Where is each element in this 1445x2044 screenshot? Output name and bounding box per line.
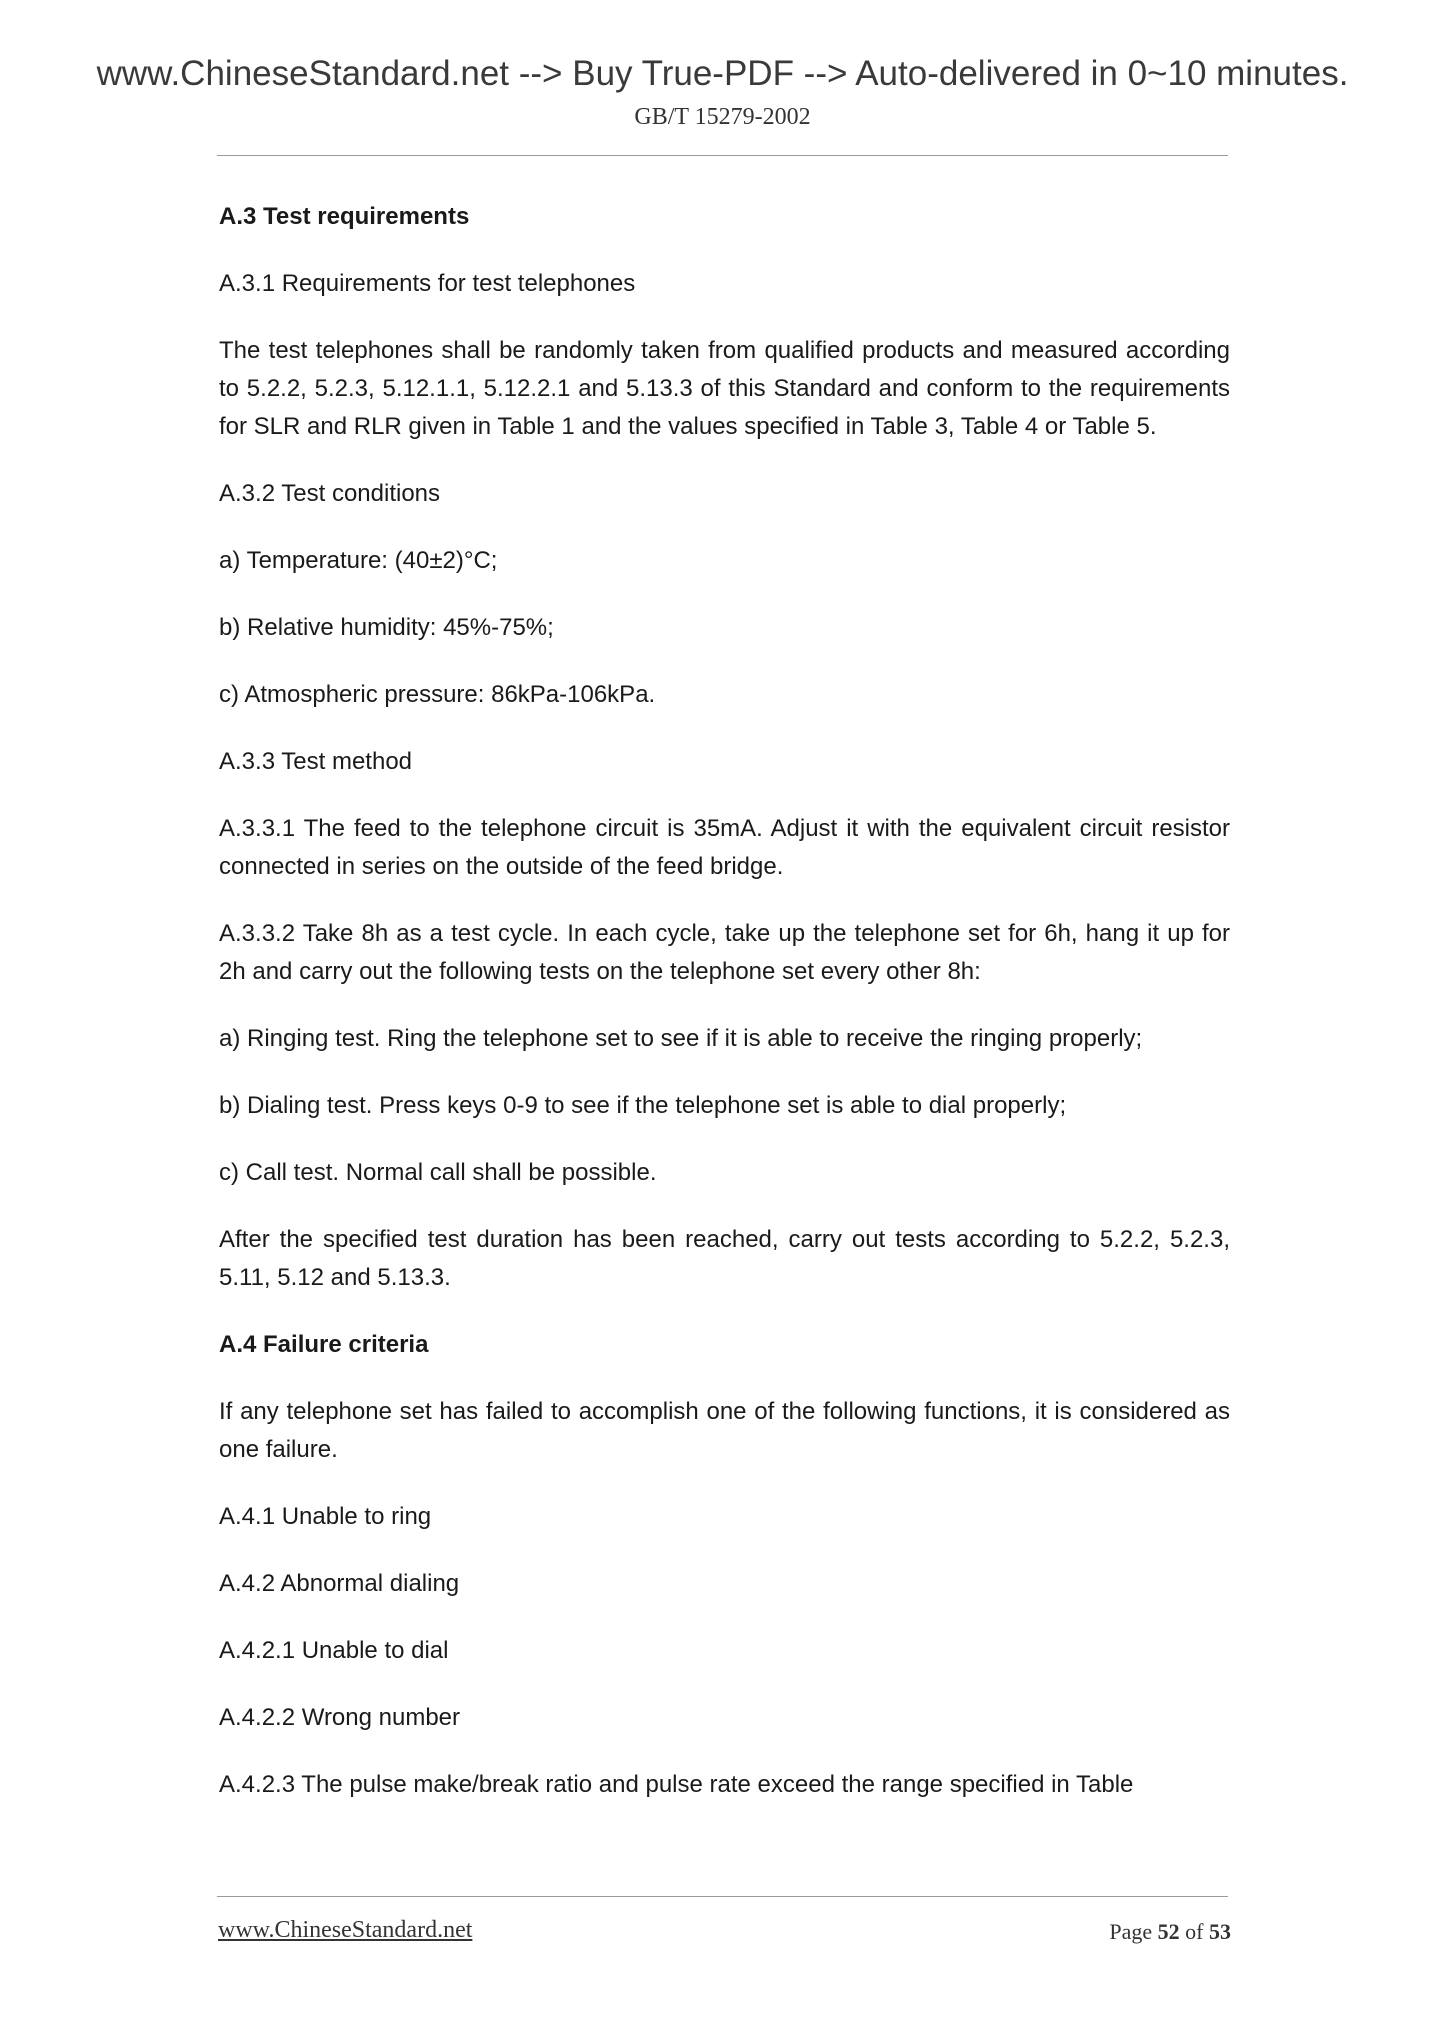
clause-a4-1: A.4.1 Unable to ring (219, 1503, 432, 1530)
clause-a3-1: A.3.1 Requirements for test telephones (219, 270, 636, 297)
clause-a4-2-1: A.4.2.1 Unable to dial (219, 1637, 449, 1664)
page-prefix: Page (1109, 1919, 1153, 1944)
list-item: a) Ringing test. Ring the telephone set to see if it is able to receive the ringing properly; (219, 1025, 1143, 1052)
list-item: a) Temperature: (40±2)°C; (219, 547, 498, 574)
page-current: 52 (1157, 1919, 1180, 1944)
list-item: c) Atmospheric pressure: 86kPa-106kPa. (219, 681, 656, 708)
paragraph-a4: If any telephone set has failed to accomplish one of the following functions, it is considered as one failure. (219, 1398, 1230, 1463)
site-banner: www.ChineseStandard.net --> Buy True-PDF --> Auto-delivered in 0~10 minutes. (96, 54, 1349, 93)
clause-a4-2: A.4.2 Abnormal dialing (219, 1570, 460, 1597)
list-item: b) Dialing test. Press keys 0-9 to see if the telephone set is able to dial properly; (219, 1092, 1067, 1119)
paragraph-after-test: After the specified test duration has been reached, carry out tests according to 5.2.2, 5.2.3, 5.11, 5.12 and 5.13.3. (219, 1226, 1230, 1291)
clause-a4-2-3: A.4.2.3 The pulse make/break ratio and pulse rate exceed the range specified in Table (219, 1771, 1134, 1798)
page-of: of (1185, 1919, 1204, 1944)
clause-a3-3: A.3.3 Test method (219, 748, 413, 775)
clause-a4-2-2: A.4.2.2 Wrong number (219, 1704, 461, 1731)
page-body (219, 198, 1230, 1833)
page-total: 53 (1209, 1919, 1231, 1944)
document-id: GB/T 15279-2002 (634, 104, 811, 130)
list-item: c) Call test. Normal call shall be possible. (219, 1159, 657, 1186)
section-heading-a4: A.4 Failure criteria (219, 1331, 429, 1358)
list-item: b) Relative humidity: 45%-75%; (219, 614, 554, 641)
clause-a3-2: A.3.2 Test conditions (219, 480, 441, 507)
footer-site-link[interactable]: www.ChineseStandard.net (218, 1917, 473, 1943)
clause-a3-3-2: A.3.3.2 Take 8h as a test cycle. In each cycle, take up the telephone set for 6h, hang it up for 2h and carry out the following tests on the telephone set every other 8h: (219, 920, 1230, 985)
clause-a3-3-1: A.3.3.1 The feed to the telephone circuit is 35mA. Adjust it with the equivalent circuit resistor connected in series on the outside of the feed bridge. (219, 815, 1230, 880)
paragraph-a3-1: The test telephones shall be randomly taken from qualified products and measured according to 5.2.2, 5.2.3, 5.12.1.1, 5.12.2.1 and 5.13.3 of this Standard and conform to the requirements for SLR and RLR given in Table 1 and the values specified in Table 3, Table 4 or Table 5. (219, 337, 1230, 440)
footer-divider (217, 1896, 1228, 1897)
page-number (1109, 1919, 1231, 1945)
header-divider (217, 155, 1228, 156)
section-heading-a3: A.3 Test requirements (219, 203, 470, 230)
